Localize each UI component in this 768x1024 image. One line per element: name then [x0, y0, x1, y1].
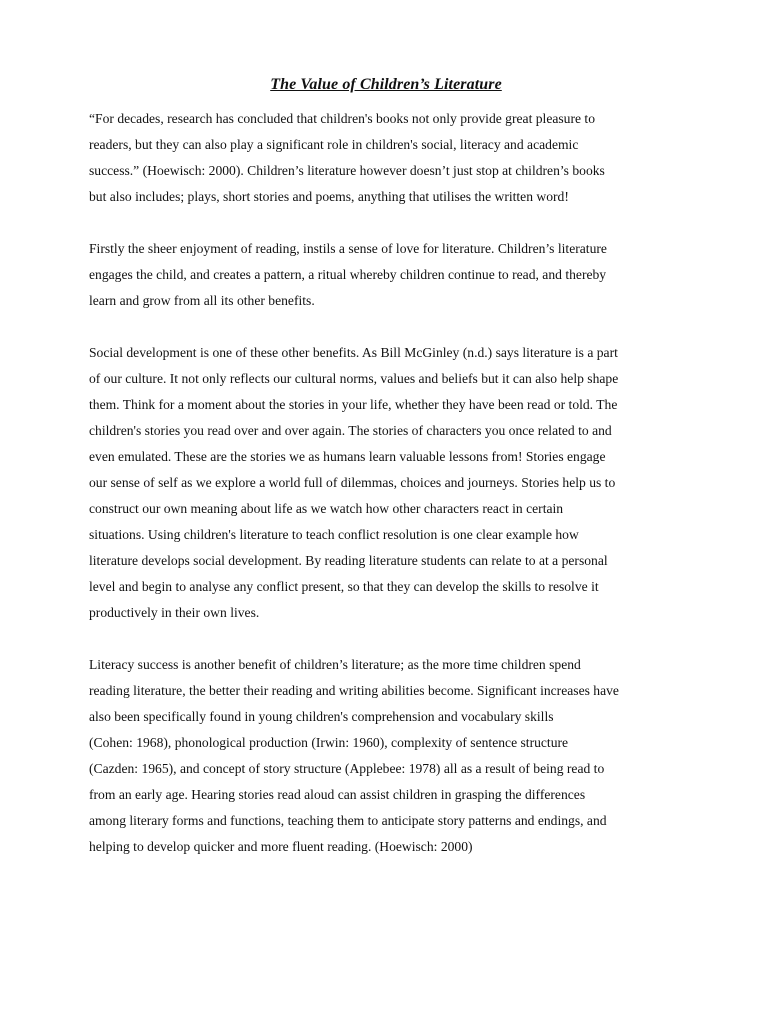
paragraphs-container [89, 106, 683, 860]
paragraph [89, 236, 683, 314]
paragraph-line: success.” (Hoewisch: 2000). Children’s literature however doesn’t just stop at children’s books [89, 163, 605, 178]
paragraph-line: helping to develop quicker and more fluent reading. (Hoewisch: 2000) [89, 839, 473, 854]
document-body [89, 72, 683, 886]
paragraph-line: among literary forms and functions, teaching them to anticipate story patterns and endings, and [89, 813, 607, 828]
paragraph-line: Social development is one of these other benefits. As Bill McGinley (n.d.) says literature is a part [89, 345, 618, 360]
paragraph-line: them. Think for a moment about the stories in your life, whether they have been read or told. The [89, 397, 618, 412]
paragraph-line: even emulated. These are the stories we as humans learn valuable lessons from! Stories engage [89, 449, 606, 464]
paragraph [89, 652, 683, 860]
paragraph-line: level and begin to analyse any conflict present, so that they can develop the skills to resolve it [89, 579, 599, 594]
paragraph-line: from an early age. Hearing stories read aloud can assist children in grasping the differences [89, 787, 586, 802]
paragraph-line: situations. Using children's literature to teach conflict resolution is one clear example how [89, 527, 579, 542]
paragraph-line: (Cazden: 1965), and concept of story structure (Applebee: 1978) all as a result of being read to [89, 761, 605, 776]
paragraph-line: Literacy success is another benefit of children’s literature; as the more time children spend [89, 657, 581, 672]
paragraph-line: productively in their own lives. [89, 605, 260, 620]
paragraph-line: construct our own meaning about life as we watch how other characters react in certain [89, 501, 564, 516]
paragraph-line: also been specifically found in young children's comprehension and vocabulary skills [89, 709, 554, 724]
paragraph-line: Firstly the sheer enjoyment of reading, instils a sense of love for literature. Children’s literature [89, 241, 607, 256]
paragraph-line: of our culture. It not only reflects our cultural norms, values and beliefs but it can also help shape [89, 371, 619, 386]
paragraph-line: (Cohen: 1968), phonological production (Irwin: 1960), complexity of sentence structure [89, 735, 569, 750]
paragraph [89, 106, 683, 210]
paragraph-line: “For decades, research has concluded that children's books not only provide great pleasure to [89, 111, 596, 126]
paragraph-line: reading literature, the better their reading and writing abilities become. Significant increases have [89, 683, 619, 698]
paragraph-line: readers, but they can also play a significant role in children's social, literacy and academic [89, 137, 579, 152]
paragraph-line: but also includes; plays, short stories and poems, anything that utilises the written word! [89, 189, 569, 204]
paragraph-line: learn and grow from all its other benefits. [89, 293, 315, 308]
paragraph-line: literature develops social development. By reading literature students can relate to at a personal [89, 553, 608, 568]
paragraph-line: children's stories you read over and over again. The stories of characters you once related to and [89, 423, 612, 438]
paragraph-line: our sense of self as we explore a world full of dilemmas, choices and journeys. Stories help us to [89, 475, 616, 490]
document-title: The Value of Children’s Literature [270, 76, 502, 93]
paragraph [89, 340, 683, 626]
paragraph-line: engages the child, and creates a pattern, a ritual whereby children continue to read, and thereby [89, 267, 607, 282]
